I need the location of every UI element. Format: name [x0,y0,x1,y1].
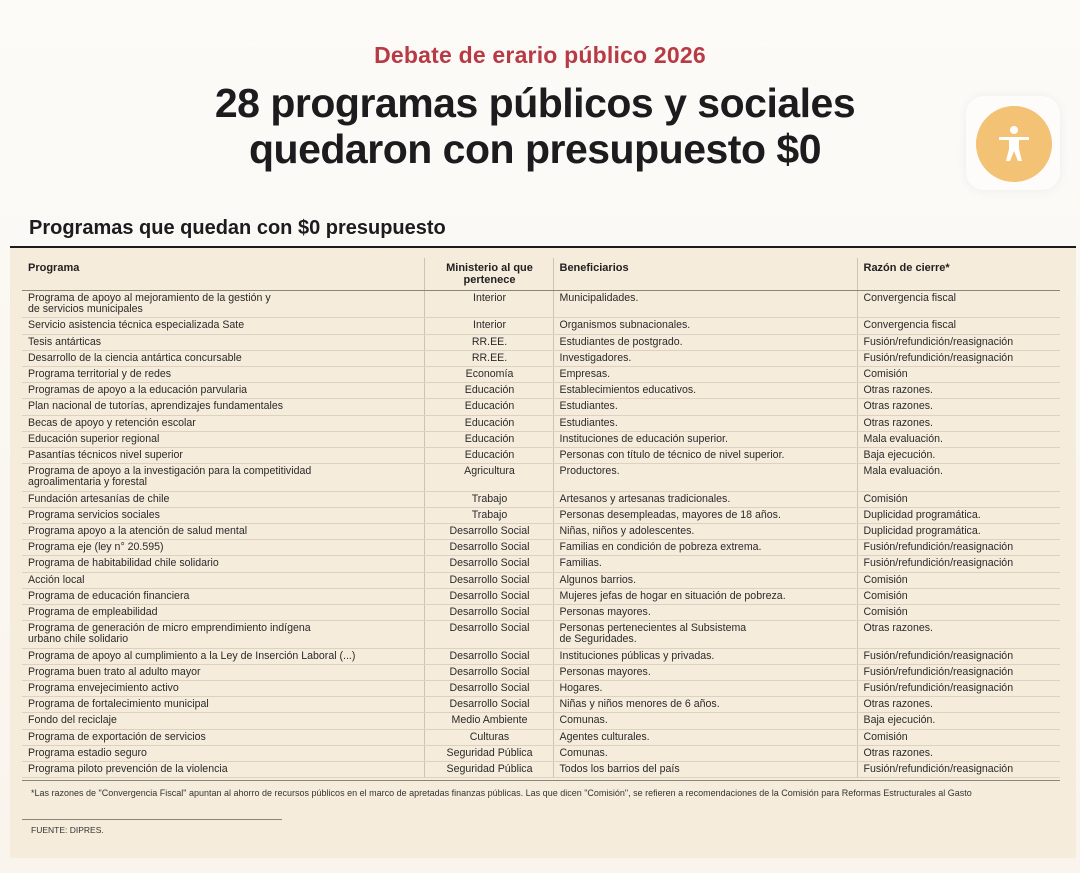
cell-programa: Programa servicios sociales [22,507,424,523]
cell-razon: Otras razones. [857,383,1060,399]
header-programa: Programa [22,258,424,291]
table-row [22,399,1060,415]
cell-beneficiarios: Agentes culturales. [553,729,857,745]
table-row [22,588,1060,604]
cell-razon: Mala evaluación. [857,431,1060,447]
cell-ministerio: Desarrollo Social [424,572,553,588]
cell-programa: Programa de exportación de servicios [22,729,424,745]
cell-beneficiarios: Familias. [553,556,857,572]
cell-razon: Comisión [857,491,1060,507]
cell-razon: Comisión [857,729,1060,745]
cell-razon: Otras razones. [857,399,1060,415]
cell-ministerio: Desarrollo Social [424,556,553,572]
cell-ministerio: Desarrollo Social [424,524,553,540]
header-razon: Razón de cierre* [857,258,1060,291]
cell-razon: Fusión/refundición/reasignación [857,681,1060,697]
table-row [22,448,1060,464]
table-row [22,291,1060,318]
cell-razon: Duplicidad programática. [857,524,1060,540]
cell-ministerio: Desarrollo Social [424,621,553,648]
cell-programa: Programa estadio seguro [22,745,424,761]
table-row [22,334,1060,350]
cell-programa: Educación superior regional [22,431,424,447]
cell-razon: Convergencia fiscal [857,318,1060,334]
cell-beneficiarios: Personas mayores. [553,664,857,680]
cell-razon: Otras razones. [857,415,1060,431]
cell-ministerio: Desarrollo Social [424,664,553,680]
cell-ministerio: Trabajo [424,491,553,507]
cell-beneficiarios: Familias en condición de pobreza extrema. [553,540,857,556]
table-row [22,350,1060,366]
table-row [22,697,1060,713]
cell-razon: Otras razones. [857,697,1060,713]
kicker: Debate de erario público 2026 [374,42,706,68]
table-row [22,713,1060,729]
cell-programa: Acción local [22,572,424,588]
headline: 28 programas públicos y sociales quedaron con presupuesto $0 [214,80,856,172]
header-beneficiarios: Beneficiarios [553,258,857,291]
table-row [22,621,1060,648]
cell-beneficiarios: Productores. [553,464,857,491]
cell-programa: Programa de apoyo al mejoramiento de la gestión y de servicios municipales [22,291,424,318]
cell-razon: Comisión [857,572,1060,588]
table-row [22,383,1060,399]
cell-razon: Mala evaluación. [857,464,1060,491]
cell-beneficiarios: Instituciones públicas y privadas. [553,648,857,664]
table-row [22,664,1060,680]
accessibility-person-icon [996,125,1032,163]
cell-ministerio: Educación [424,399,553,415]
table-body [22,291,1060,778]
table-row [22,464,1060,491]
cell-programa: Programa de empleabilidad [22,605,424,621]
cell-programa: Fundación artesanías de chile [22,491,424,507]
cell-razon: Otras razones. [857,745,1060,761]
cell-ministerio: Seguridad Pública [424,762,553,778]
header-ministerio: Ministerio al que pertenece [424,258,553,291]
cell-programa: Programa territorial y de redes [22,367,424,383]
cell-programa: Programa de educación financiera [22,588,424,604]
cell-razon: Fusión/refundición/reasignación [857,334,1060,350]
cell-razon: Baja ejecución. [857,713,1060,729]
cell-razon: Fusión/refundición/reasignación [857,648,1060,664]
cell-programa: Programa eje (ley n° 20.595) [22,540,424,556]
cell-programa: Pasantías técnicos nivel superior [22,448,424,464]
cell-beneficiarios: Municipalidades. [553,291,857,318]
cell-programa: Programa envejecimiento activo [22,681,424,697]
cell-ministerio: Desarrollo Social [424,540,553,556]
cell-programa: Tesis antárticas [22,334,424,350]
cell-programa: Becas de apoyo y retención escolar [22,415,424,431]
cell-beneficiarios: Hogares. [553,681,857,697]
cell-razon: Comisión [857,588,1060,604]
table-row [22,318,1060,334]
cell-programa: Programa apoyo a la atención de salud mental [22,524,424,540]
cell-beneficiarios: Organismos subnacionales. [553,318,857,334]
cell-programa: Programa de fortalecimiento municipal [22,697,424,713]
cell-ministerio: Economía [424,367,553,383]
table-row [22,745,1060,761]
cell-ministerio: Seguridad Pública [424,745,553,761]
cell-programa: Desarrollo de la ciencia antártica concursable [22,350,424,366]
cell-razon: Comisión [857,605,1060,621]
cell-ministerio: Desarrollo Social [424,648,553,664]
cell-beneficiarios: Mujeres jefas de hogar en situación de pobreza. [553,588,857,604]
cell-razon: Convergencia fiscal [857,291,1060,318]
cell-ministerio: Interior [424,291,553,318]
table-header-row [22,258,1060,291]
accessibility-widget [966,96,1060,190]
table-row [22,367,1060,383]
cell-razon: Baja ejecución. [857,448,1060,464]
cell-ministerio: Desarrollo Social [424,588,553,604]
cell-razon: Fusión/refundición/reasignación [857,664,1060,680]
cell-ministerio: RR.EE. [424,350,553,366]
cell-beneficiarios: Todos los barrios del país [553,762,857,778]
footnote-rule [22,780,1060,781]
cell-programa: Programa de apoyo a la investigación para la competitividad agroalimentaria y forestal [22,464,424,491]
table-row [22,524,1060,540]
table-row [22,572,1060,588]
cell-ministerio: Educación [424,448,553,464]
table-row [22,431,1060,447]
cell-beneficiarios: Algunos barrios. [553,572,857,588]
section-title: Programas que quedan con $0 presupuesto [29,217,446,239]
table-row [22,729,1060,745]
cell-beneficiarios: Personas desempleadas, mayores de 18 años. [553,507,857,523]
cell-beneficiarios: Estudiantes de postgrado. [553,334,857,350]
cell-programa: Servicio asistencia técnica especializada Sate [22,318,424,334]
table-row [22,762,1060,778]
cell-ministerio: Agricultura [424,464,553,491]
cell-ministerio: Trabajo [424,507,553,523]
cell-programa: Programa piloto prevención de la violencia [22,762,424,778]
footnote: *Las razones de "Convergencia Fiscal" apuntan al ahorro de recursos públicos en el marco de apretadas finanzas públicas. Las que dicen "Comisión", se refieren a recomendaciones de la Comisión para Reformas Estructurales al Gasto [31,788,972,798]
cell-programa: Plan nacional de tutorías, aprendizajes fundamentales [22,399,424,415]
cell-ministerio: Medio Ambiente [424,713,553,729]
table-row [22,681,1060,697]
programs-table [22,258,1060,778]
cell-razon: Fusión/refundición/reasignación [857,350,1060,366]
cell-programa: Programa de generación de micro emprendimiento indígena urbano chile solidario [22,621,424,648]
table-row [22,648,1060,664]
cell-ministerio: Desarrollo Social [424,605,553,621]
cell-beneficiarios: Estudiantes. [553,415,857,431]
cell-ministerio: Desarrollo Social [424,681,553,697]
cell-ministerio: RR.EE. [424,334,553,350]
table-row [22,556,1060,572]
cell-ministerio: Desarrollo Social [424,697,553,713]
cell-beneficiarios: Niñas, niños y adolescentes. [553,524,857,540]
cell-programa: Programa de habitabilidad chile solidario [22,556,424,572]
table-row [22,540,1060,556]
cell-razon: Fusión/refundición/reasignación [857,556,1060,572]
table-row [22,415,1060,431]
cell-beneficiarios: Investigadores. [553,350,857,366]
cell-razon: Fusión/refundición/reasignación [857,762,1060,778]
cell-beneficiarios: Estudiantes. [553,399,857,415]
cell-ministerio: Educación [424,431,553,447]
cell-beneficiarios: Personas con título de técnico de nivel superior. [553,448,857,464]
cell-beneficiarios: Establecimientos educativos. [553,383,857,399]
cell-programa: Fondo del reciclaje [22,713,424,729]
cell-beneficiarios: Niñas y niños menores de 6 años. [553,697,857,713]
source-rule [22,819,282,820]
source: FUENTE: DIPRES. [31,825,104,835]
accessibility-button[interactable] [976,106,1052,182]
cell-beneficiarios: Empresas. [553,367,857,383]
cell-razon: Fusión/refundición/reasignación [857,540,1060,556]
cell-razon: Comisión [857,367,1060,383]
table-row [22,605,1060,621]
cell-ministerio: Interior [424,318,553,334]
cell-beneficiarios: Comunas. [553,713,857,729]
cell-programa: Programa de apoyo al cumplimiento a la Ley de Inserción Laboral (...) [22,648,424,664]
cell-beneficiarios: Personas mayores. [553,605,857,621]
cell-razon: Duplicidad programática. [857,507,1060,523]
cell-ministerio: Educación [424,415,553,431]
cell-beneficiarios: Artesanos y artesanas tradicionales. [553,491,857,507]
cell-ministerio: Educación [424,383,553,399]
cell-beneficiarios: Instituciones de educación superior. [553,431,857,447]
cell-beneficiarios: Comunas. [553,745,857,761]
table-row [22,507,1060,523]
cell-programa: Programas de apoyo a la educación parvularia [22,383,424,399]
cell-programa: Programa buen trato al adulto mayor [22,664,424,680]
cell-ministerio: Culturas [424,729,553,745]
table-row [22,491,1060,507]
cell-razon: Otras razones. [857,621,1060,648]
cell-beneficiarios: Personas pertenecientes al Subsistema de Seguridades. [553,621,857,648]
